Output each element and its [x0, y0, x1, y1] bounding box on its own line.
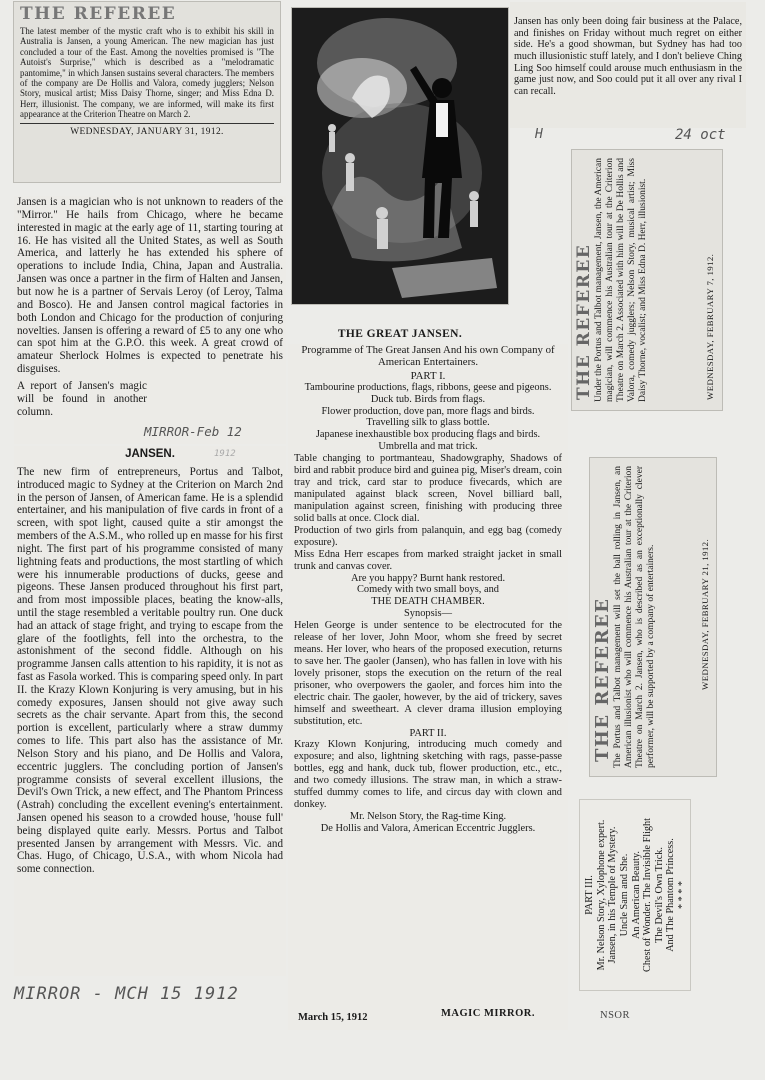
referee-clipping-jan31	[14, 2, 280, 182]
referee-feb7-date: WEDNESDAY, FEBRUARY 7, 1912.	[705, 253, 715, 400]
part3-item: The Devil's Own Trick.	[653, 847, 665, 943]
stray-letters: NSOR	[600, 1010, 631, 1021]
part1-tail	[288, 525, 568, 620]
part3-stars: * * * *	[677, 881, 688, 910]
synopsis-text: Helen George is under sentence to be electrocuted for the release of her lover, John Moor, whom she freed by secret means. Her lover, who hears of the proposed execution, returns to save her. The gaoler (Jansen), who has fallen in love with his lovely prisoner, stops the execution on the return of the real prisoner, who overpowers the gaoler, and forces him into the electric chair. The gaoler, however, by the aid of trickery, saves himself and sweetheart. A clever drama illusion employing substitution, etc.	[294, 620, 562, 727]
handwritten-h: H	[535, 127, 543, 142]
part1-item: Japanese inexhaustible box producing flags and birds.	[315, 429, 541, 441]
palace-article-text: Jansen has only been doing fair business at the Palace, and finishes on Friday without much regret on either side. He's a good showman, but Sydney has had too much illusionistic stuff lately, and I don't believe Ching Ling Soo himself could arouse much enthusiasm in the game just now, and Soo could put it all over any rival I can recall.	[514, 16, 742, 97]
jansen-review-clipping	[14, 446, 286, 976]
part2-tail-item: De Hollis and Valora, American Eccentric Jugglers.	[320, 823, 536, 835]
review-text: The new firm of entrepreneurs, Portus and Talbot, introduced magic to Sydney at the Criterion on March 2nd in the person of Jansen, of American fame. He is a splendid entertainer, and his manipulation of five cards in front of a screen, with spot light, caused quite a stir amongst the members of the A.S.M., who rolled up en masse for his first night. The first part of his programme consisted of many lightning feats and productions, the most startling of which were his innumerable productions of ducks, geese and pigeons. These Jansen produced throughout his first part, and from most impossible places, beating the know-alls, until the stage resembled a veritable poultry run. One duck had an attack of stage fright, and trying to escape from the glare of the footlights, fell into the orchestra, to the astonishment of the second fiddle. Although on his programme Jansen calls attention to his rapidity, it is not as fast as Fasola worked. This is comparing speed only. In part II. the Krazy Klown Konjuring is very amusing, but in his comedy exposures, Jansen should not give away such secrets as the chair servante. Apart from this, the second portion is excellent, particularly where a straw dummy comes to life. This part also has the assistance of Mr. Nelson Story and his piano, and De Hollis and Valora, eccentric jugglers. The concluding portion of Jansen's programme consists of several excellent illusions, the Devil's Own Trick, a new effect, and The Phantom Princess (Astrah) concluding the excellent evening's entertainment. Jansen opened his season to a crowded house, 'house full' being displayed quite early. Messrs. Portus and Talbot presented Jansen by arrangement with Messrs. Vic. and Chas. Hugo, of Chicago, U.S.A., with whom Nicola had some connection.	[17, 466, 283, 876]
referee-feb7-rotated	[574, 154, 649, 406]
part3-item: Uncle Sam and She.	[618, 853, 630, 937]
part1-heading: PART I.	[410, 369, 446, 382]
part3-heading: PART III.	[584, 875, 595, 915]
part1-tail-item: Production of two girls from palanquin, and egg bag (comedy exposure).	[294, 524, 562, 548]
referee-clipping-feb21	[590, 458, 716, 776]
part1-item: Flower production, dove pan, more flags and birds.	[321, 405, 535, 417]
referee-clipping-feb7	[572, 150, 722, 410]
referee-feb7-text: Under the Portus and Talbot management, Jansen, the American magician, will commence his Australian tour at the Criterion Theatre on March 2. Associated with him will be De Hollis and Valora, comedy jugglers; Nelson Story, musical artist; Miss Daisy Thorne, vocalist; and Miss Edna D. Herr, illusionist.	[594, 158, 649, 402]
death-chamber-heading: THE DEATH CHAMBER.	[371, 596, 485, 608]
illustration-caption: THE GREAT JANSEN.	[337, 328, 463, 340]
part3-clipping	[580, 800, 690, 990]
handwritten-mirror-feb: MIRROR-Feb 12	[144, 424, 242, 439]
magician-illustration-svg	[292, 8, 508, 304]
part1-list	[288, 382, 568, 453]
programme-title: Programme of The Great Jansen And his own Company of American Entertainers.	[301, 344, 555, 369]
palace-clipping	[510, 2, 746, 128]
part1-item: Umbrella and mat trick.	[378, 441, 478, 453]
referee-masthead: THE REFEREE	[20, 4, 177, 24]
referee-feb7-masthead: THE REFEREE	[574, 243, 594, 400]
review-title: JANSEN.	[125, 448, 175, 460]
programme-source: MAGIC MIRROR.	[441, 1008, 535, 1019]
referee-feb21-date: WEDNESDAY, FEBRUARY 21, 1912.	[700, 538, 710, 690]
part1-tail-item: Miss Edna Herr escapes from marked straight jacket in small trunk and canvas cover.	[294, 548, 562, 572]
part1-tail-item: Comedy with two small boys, and	[357, 584, 499, 596]
part3-item: Mr. Nelson Story, Xylophone expert.	[595, 819, 607, 971]
programme-date: March 15, 1912	[298, 1012, 368, 1023]
synopsis-label: Synopsis—	[404, 608, 452, 620]
part3-item: Chest of Wonder. The Invisible Flight	[642, 818, 654, 972]
mirror-profile-text: Jansen is a magician who is not unknown to readers of the "Mirror." He hails from Chicago, where he became interested in magic at the early age of 11, starting touring at 16. He has visited all the United States, as well as South America, and latterly he has extended his sphere of operations to include India, China, Japan and Australia. Jansen was once a partner in the firm of Halten and Jansen, but now he is a partner of Servais Leroy (of Leroy, Talma and Bosco). He and Jansen control magical factories in both London and Chicago for the production of conjuring novelties. Jansen is offering a reward of £5 to any one who can spot him at the G.P.O. this week. A great crowd of amateur Sherlock Holmes is expected to penetrate his disguises.	[17, 196, 283, 376]
jansen-illustration	[292, 8, 508, 304]
referee-feb21-text: The Portus and Talbot management will set the ball rolling in Jansen, an American illusionist who will commence his Australian tour at the Criterion Theatre on March 2. Jansen, who is described as an exceptionally clever performer, will be supported by a company of entertainers.	[613, 466, 657, 768]
part3-item: Jansen, in his Temple of Mystery.	[607, 826, 619, 964]
part1-paragraph: Table changing to portmanteau, Shadowgraphy, Shadows of bird and rabbit produce bird and guinea pig, Miser's dream, coin tray and trick, card star to produce fivecards, which are manipulated against black screen, Novel billiard ball, manipulation against screen, finishing with producing three solid balls at once. Clock dial.	[294, 453, 562, 524]
part1-tail-item: Are you happy? Burnt hank restored.	[350, 572, 506, 584]
part1-item: Tambourine productions, flags, ribbons, geese and pigeons.	[304, 381, 552, 393]
part3-item: And The Phantom Princess.	[665, 838, 677, 952]
handwritten-date-note: 24 oct	[675, 127, 726, 143]
mirror-profile-footer: A report of Jansen's magic will be found in another column.	[17, 380, 147, 418]
handwritten-mirror-mch: MIRROR - MCH 15 1912	[14, 984, 239, 1004]
part1-item: Duck tub. Birds from flags.	[370, 393, 486, 405]
programme-clipping	[288, 344, 568, 1030]
part1-item: Travelling silk to glass bottle.	[366, 417, 490, 429]
referee-feb21-rotated	[592, 462, 657, 772]
part2-text: Krazy Klown Konjuring, introducing much comedy and exposure; and also, lightning sketching with rags, passe-passe bottles, egg and hank, duck tub, flower production, etc., etc., and two comedy illusions. The straw man, in which a straw-stuffed dummy comes to life, and circus day with clown and donkey.	[294, 739, 562, 811]
referee-date: WEDNESDAY, JANUARY 31, 1912.	[70, 126, 224, 137]
part2-tail-item: Mr. Nelson Story, the Rag-time King.	[349, 811, 507, 823]
part2-heading: PART II.	[409, 727, 447, 739]
handwritten-pencil-year: 1912	[214, 449, 236, 459]
referee-feb21-masthead: THE REFEREE	[592, 597, 613, 762]
part3-item: An American Beauty.	[630, 851, 642, 939]
mirror-profile-clipping	[14, 196, 286, 444]
referee-article-text: The latest member of the mystic craft who is to exhibit his skill in Australia is Jansen, a young American. The new magician has just concluded a tour of the East. Among the novelties promised is "The Autoist's Surprise," which is described as a "melodramatic pantomime," in which Jansen sustains several characters. The members of the company are De Hollis and Valora, comedy jugglers; Nelson Story, musical artist; Miss Daisy Thorne, singer; and Miss Edna D. Herr, illusionist. The company, we are informed, will make its first appearance at the Criterion Theatre on March 2.	[20, 26, 274, 120]
part3-rotated	[584, 804, 689, 986]
